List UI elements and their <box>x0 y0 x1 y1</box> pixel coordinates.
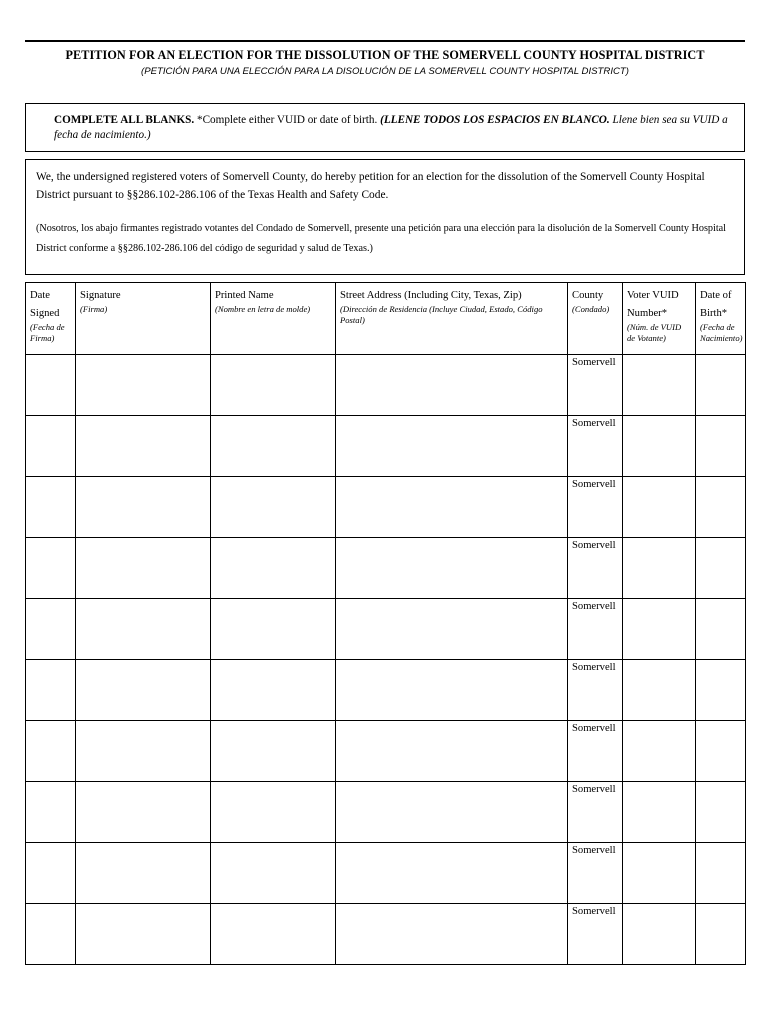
cell-vuid <box>623 721 696 782</box>
cell-printed-name <box>211 782 336 843</box>
table-row <box>26 416 746 477</box>
table-row <box>26 782 746 843</box>
cell-signature <box>76 538 211 599</box>
cell-county: Somervell <box>568 477 623 538</box>
cell-vuid <box>623 355 696 416</box>
table-row <box>26 904 746 965</box>
header-date-signed: Date Signed (Fecha de Firma) <box>26 283 76 355</box>
cell-county: Somervell <box>568 843 623 904</box>
cell-signature <box>76 660 211 721</box>
cell-vuid <box>623 599 696 660</box>
table-row <box>26 721 746 782</box>
petition-table <box>25 282 746 965</box>
instructions-box <box>25 103 745 152</box>
cell-date-of-birth <box>696 660 746 721</box>
statement-english: We, the undersigned registered voters of Somervell County, do hereby petition for an election for the dissolution of the Somervell County Hospital District pursuant to §§286.102-286.106 of the Texas Health and Safety Code. <box>36 171 705 201</box>
cell-signature <box>76 416 211 477</box>
cell-printed-name <box>211 904 336 965</box>
cell-printed-name <box>211 538 336 599</box>
cell-county: Somervell <box>568 660 623 721</box>
cell-street-address <box>336 904 568 965</box>
cell-date-signed <box>26 538 76 599</box>
cell-street-address <box>336 660 568 721</box>
cell-county: Somervell <box>568 355 623 416</box>
table-row <box>26 660 746 721</box>
cell-street-address <box>336 782 568 843</box>
header-county: County (Condado) <box>568 283 623 355</box>
statement-box <box>25 159 745 275</box>
cell-printed-name <box>211 599 336 660</box>
cell-date-of-birth <box>696 355 746 416</box>
table-row <box>26 843 746 904</box>
cell-date-of-birth <box>696 416 746 477</box>
cell-date-signed <box>26 477 76 538</box>
table-row <box>26 477 746 538</box>
cell-printed-name <box>211 477 336 538</box>
instructions-italic: Llene bien sea su VUID a fecha de nacimiento.) <box>54 114 728 141</box>
cell-vuid <box>623 416 696 477</box>
header-row <box>26 283 746 355</box>
cell-signature <box>76 355 211 416</box>
cell-signature <box>76 599 211 660</box>
header-printed-name: Printed Name (Nombre en letra de molde) <box>211 283 336 355</box>
cell-vuid <box>623 660 696 721</box>
header-signature: Signature (Firma) <box>76 283 211 355</box>
cell-date-signed <box>26 782 76 843</box>
instructions-bold: COMPLETE ALL BLANKS. <box>54 114 195 126</box>
cell-signature <box>76 843 211 904</box>
cell-street-address <box>336 599 568 660</box>
cell-street-address <box>336 416 568 477</box>
cell-date-signed <box>26 416 76 477</box>
cell-date-signed <box>26 721 76 782</box>
cell-printed-name <box>211 721 336 782</box>
cell-vuid <box>623 843 696 904</box>
table-row <box>26 599 746 660</box>
cell-signature <box>76 782 211 843</box>
instructions-bold-italic: (LLENE TODOS LOS ESPACIOS EN BLANCO. <box>380 114 610 126</box>
cell-street-address <box>336 477 568 538</box>
page-subtitle: (PETICIÓN PARA UNA ELECCIÓN PARA LA DISOLUCIÓN DE LA SOMERVELL COUNTY HOSPITAL DISTRICT) <box>141 66 629 77</box>
table-row <box>26 355 746 416</box>
cell-county: Somervell <box>568 782 623 843</box>
cell-county: Somervell <box>568 538 623 599</box>
cell-street-address <box>336 355 568 416</box>
cell-vuid <box>623 904 696 965</box>
cell-street-address <box>336 721 568 782</box>
cell-street-address <box>336 538 568 599</box>
cell-date-of-birth <box>696 843 746 904</box>
cell-vuid <box>623 477 696 538</box>
cell-printed-name <box>211 355 336 416</box>
cell-county: Somervell <box>568 416 623 477</box>
cell-printed-name <box>211 416 336 477</box>
cell-county: Somervell <box>568 599 623 660</box>
instructions-normal: *Complete either VUID or date of birth. <box>196 114 381 126</box>
cell-date-of-birth <box>696 904 746 965</box>
cell-vuid <box>623 538 696 599</box>
cell-county: Somervell <box>568 904 623 965</box>
cell-date-signed <box>26 599 76 660</box>
header-vuid: Voter VUID Number* (Núm. de VUID de Votante) <box>623 283 696 355</box>
page-title: PETITION FOR AN ELECTION FOR THE DISSOLUTION OF THE SOMERVELL COUNTY HOSPITAL DISTRICT <box>65 48 705 62</box>
cell-date-of-birth <box>696 599 746 660</box>
top-rule <box>25 40 745 42</box>
cell-date-of-birth <box>696 721 746 782</box>
cell-date-of-birth <box>696 782 746 843</box>
cell-date-of-birth <box>696 538 746 599</box>
cell-vuid <box>623 782 696 843</box>
header-street-address: Street Address (Including City, Texas, Zip) (Dirección de Residencia (Incluye Ciudad, Estado, Código Postal) <box>336 283 568 355</box>
cell-date-of-birth <box>696 477 746 538</box>
cell-county: Somervell <box>568 721 623 782</box>
cell-signature <box>76 477 211 538</box>
cell-printed-name <box>211 660 336 721</box>
header-date-of-birth: Date of Birth* (Fecha de Nacimiento) <box>696 283 746 355</box>
cell-signature <box>76 904 211 965</box>
table-row <box>26 538 746 599</box>
statement-spanish: (Nosotros, los abajo firmantes registrado votantes del Condado de Somervell, presente una petición para una elección para la disolución de la Somervell County Hospital District conforme a §§286.102-286.106 del código de seguridad y salud de Texas.) <box>36 223 727 254</box>
cell-printed-name <box>211 843 336 904</box>
cell-date-signed <box>26 904 76 965</box>
cell-street-address <box>336 843 568 904</box>
cell-date-signed <box>26 660 76 721</box>
cell-date-signed <box>26 843 76 904</box>
cell-signature <box>76 721 211 782</box>
cell-date-signed <box>26 355 76 416</box>
